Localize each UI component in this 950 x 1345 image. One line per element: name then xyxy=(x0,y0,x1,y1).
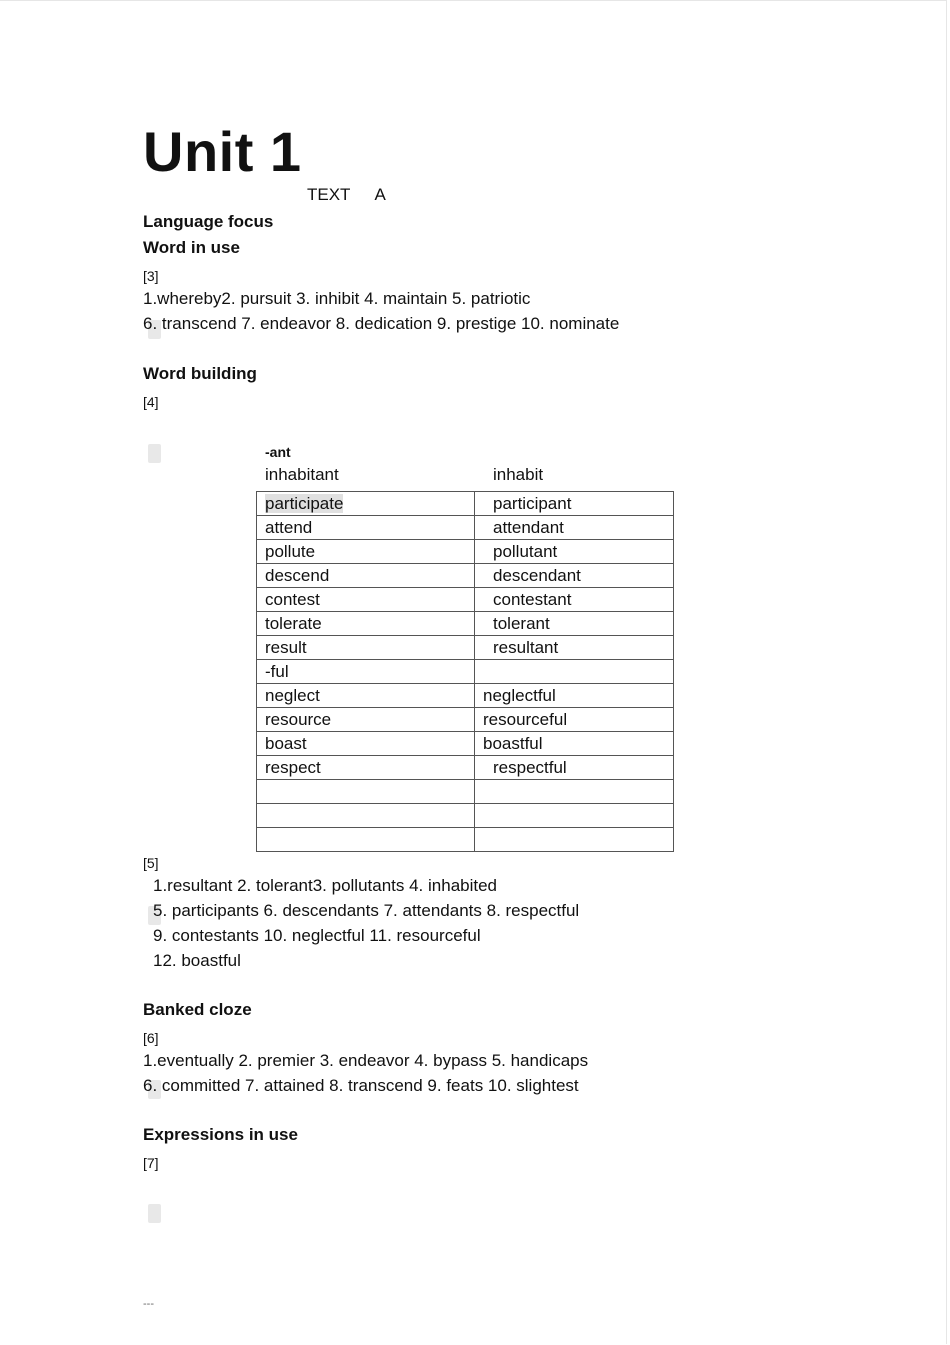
table-cell: pollute xyxy=(257,540,475,564)
table-cell: contest xyxy=(257,588,475,612)
table-cell: descend xyxy=(257,564,475,588)
expressions-in-use-ref: [7] xyxy=(143,1155,159,1171)
table-cell: neglectful xyxy=(475,684,674,708)
table-row xyxy=(257,708,674,732)
header-row-right: inhabit xyxy=(493,465,544,484)
table-cell xyxy=(475,828,674,852)
banked-cloze-ref: [6] xyxy=(143,1030,159,1046)
suffix-ant-label: -ant xyxy=(265,444,291,460)
table-cell xyxy=(257,492,475,516)
table-row xyxy=(257,588,674,612)
table-cell xyxy=(257,804,475,828)
table-cell: respect xyxy=(257,756,475,780)
table-row xyxy=(257,828,674,852)
exercise-5-ref: [5] xyxy=(143,855,159,871)
table-row xyxy=(257,732,674,756)
language-focus-heading: Language focus xyxy=(143,212,274,231)
footer-mark: --- xyxy=(143,1298,154,1310)
exercise-5-answers-2: 5. participants 6. descendants 7. attendants 8. respectful xyxy=(153,901,580,920)
table-cell: pollutant xyxy=(475,540,674,564)
banked-cloze-heading: Banked cloze xyxy=(143,1000,252,1019)
table-cell: contestant xyxy=(475,588,674,612)
table-row xyxy=(257,660,674,684)
table-cell xyxy=(475,780,674,804)
table-cell: neglect xyxy=(257,684,475,708)
table-cell xyxy=(257,828,475,852)
word-in-use-answers-2: 6. transcend 7. endeavor 8. dedication 9. prestige 10. nominate xyxy=(143,314,620,333)
table-cell: resource xyxy=(257,708,475,732)
exercise-5-answers-4: 12. boastful xyxy=(153,951,241,970)
table-cell: -ful xyxy=(257,660,475,684)
table-cell xyxy=(257,780,475,804)
table-row xyxy=(257,636,674,660)
subtitle-letter: A xyxy=(374,185,386,204)
banked-cloze-answers-1: 1.eventually 2. premier 3. endeavor 4. bypass 5. handicaps xyxy=(143,1051,589,1070)
word-in-use-heading: Word in use xyxy=(143,238,240,257)
table-cell: attendant xyxy=(475,516,674,540)
table-cell: tolerate xyxy=(257,612,475,636)
table-row xyxy=(257,612,674,636)
table-cell: boast xyxy=(257,732,475,756)
comment-marker-icon xyxy=(148,1204,161,1223)
table-cell: participant xyxy=(475,492,674,516)
word-building-ref: [4] xyxy=(143,394,159,410)
table-row xyxy=(257,540,674,564)
word-building-heading: Word building xyxy=(143,364,257,383)
table-cell: resultant xyxy=(475,636,674,660)
subtitle-text-label: TEXT xyxy=(307,185,351,204)
table-row xyxy=(257,756,674,780)
table-cell: result xyxy=(257,636,475,660)
table-row xyxy=(257,564,674,588)
table-row xyxy=(257,780,674,804)
table-row xyxy=(257,516,674,540)
highlighted-word: participate xyxy=(265,493,344,513)
word-in-use-answers-1: 1.whereby2. pursuit 3. inhibit 4. maintain 5. patriotic xyxy=(143,289,531,308)
table-cell: boastful xyxy=(475,732,674,756)
table-cell xyxy=(475,660,674,684)
exercise-5-answers-3: 9. contestants 10. neglectful 11. resourceful xyxy=(153,926,481,945)
table-cell: respectful xyxy=(475,756,674,780)
header-row-left: inhabitant xyxy=(265,465,339,484)
expressions-in-use-heading: Expressions in use xyxy=(143,1125,298,1144)
table-cell: resourceful xyxy=(475,708,674,732)
table-cell: attend xyxy=(257,516,475,540)
table-row xyxy=(257,804,674,828)
exercise-5-answers-1: 1.resultant 2. tolerant3. pollutants 4. inhabited xyxy=(153,876,498,895)
table-cell: descendant xyxy=(475,564,674,588)
word-in-use-ref: [3] xyxy=(143,268,159,284)
table-cell xyxy=(475,804,674,828)
table-cell: tolerant xyxy=(475,612,674,636)
table-row xyxy=(257,492,674,516)
banked-cloze-answers-2: 6. committed 7. attained 8. transcend 9. feats 10. slightest xyxy=(143,1076,579,1095)
text-subtitle xyxy=(307,185,410,205)
word-building-table xyxy=(256,491,674,852)
unit-title: Unit 1 xyxy=(143,120,302,183)
comment-marker-icon xyxy=(148,444,161,463)
table-row xyxy=(257,684,674,708)
